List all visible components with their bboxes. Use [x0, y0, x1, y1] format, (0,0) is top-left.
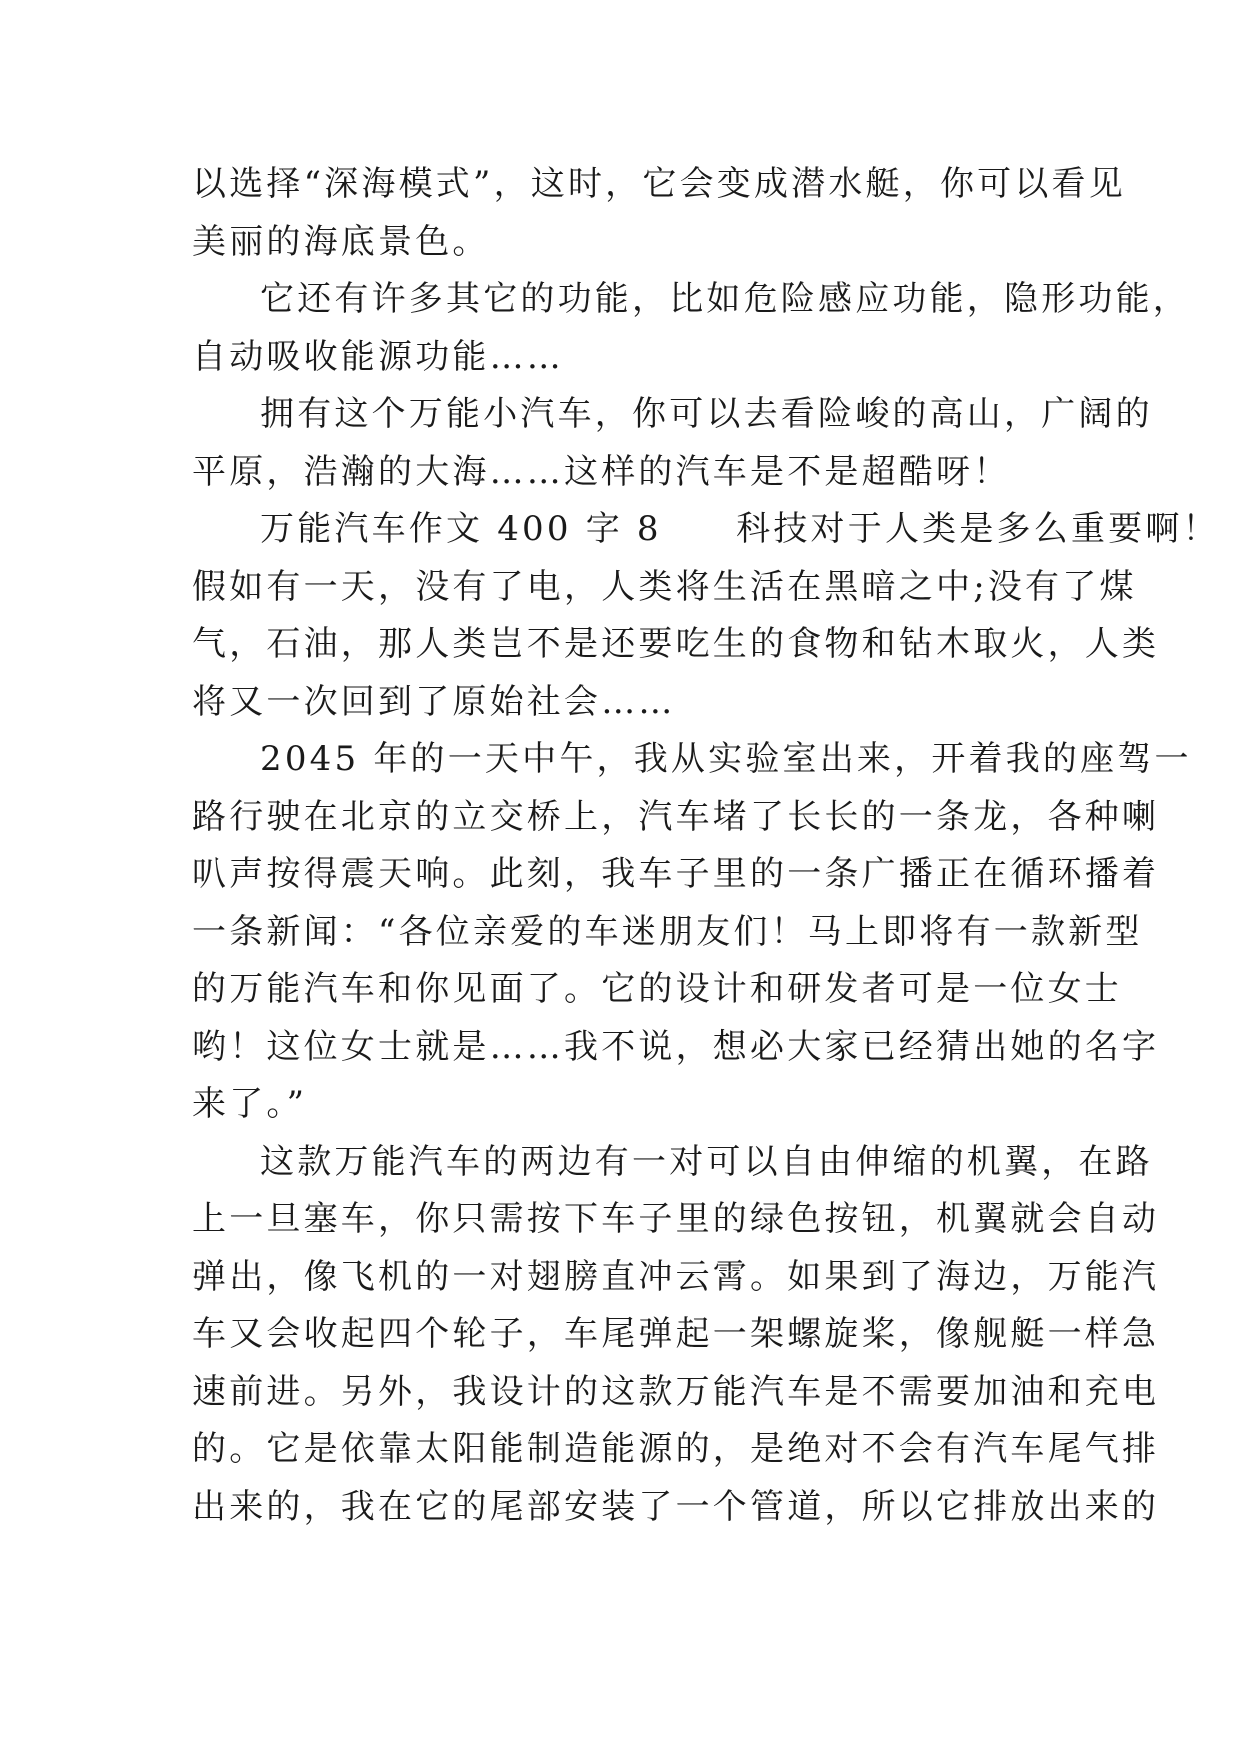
paragraph-start-line: 拥有这个万能小汽车，你可以去看险峻的高山，广阔的: [260, 394, 1153, 434]
text-line: 假如有一天，没有了电，人类将生活在黑暗之中;没有了煤: [192, 566, 1137, 607]
section-heading-line: 万能汽车作文 400 字 8 科技对于人类是多么重要啊！: [260, 509, 1220, 549]
text-line: 平原，浩瀚的大海……这样的汽车是不是超酷呀！: [192, 451, 1011, 492]
text-line: 哟！这位女士就是……我不说，想必大家已经猜出她的名字: [192, 1026, 1160, 1067]
text-line: 速前进。另外，我设计的这款万能汽车是不需要加油和充电: [192, 1371, 1160, 1412]
text-line: 自动吸收能源功能……: [192, 336, 564, 377]
paragraph-start-line: 这款万能汽车的两边有一对可以自由伸缩的机翼，在路: [260, 1141, 1153, 1182]
text-line: 将又一次回到了原始社会……: [192, 681, 676, 722]
text-line: 路行驶在北京的立交桥上，汽车堵了长长的一条龙，各种喇: [192, 796, 1160, 837]
text-line: 来了。”: [192, 1084, 308, 1124]
essay-text: [192, 156, 1220, 1536]
paragraph-start-line: 它还有许多其它的功能，比如危险感应功能，隐形功能，: [260, 279, 1190, 319]
paragraph-start-line: 2045 年的一天中午，我从实验室出来，开着我的座驾一: [260, 739, 1192, 779]
text-line: 弹出，像飞机的一对翅膀直冲云霄。如果到了海边，万能汽: [192, 1256, 1160, 1297]
text-line: 的万能汽车和你见面了。它的设计和研发者可是一位女士: [192, 969, 1122, 1009]
text-line: 一条新闻：“各位亲爱的车迷朋友们！马上即将有一款新型: [192, 911, 1143, 952]
text-line: 车又会收起四个轮子，车尾弹起一架螺旋桨，像舰艇一样急: [192, 1314, 1160, 1354]
text-line: 上一旦塞车，你只需按下车子里的绿色按钮，机翼就会自动: [192, 1199, 1160, 1239]
text-line: 叭声按得震天响。此刻，我车子里的一条广播正在循环播着: [192, 854, 1160, 894]
text-line: 以选择“深海模式”，这时，它会变成潜水艇，你可以看见: [192, 164, 1126, 204]
text-line: 美丽的海底景色。: [192, 221, 490, 262]
text-line: 气，石油，那人类岂不是还要吃生的食物和钻木取火，人类: [192, 624, 1160, 664]
text-line: 出来的，我在它的尾部安装了一个管道，所以它排放出来的: [192, 1486, 1160, 1527]
text-line: 的。它是依靠太阳能制造能源的，是绝对不会有汽车尾气排: [192, 1429, 1160, 1469]
